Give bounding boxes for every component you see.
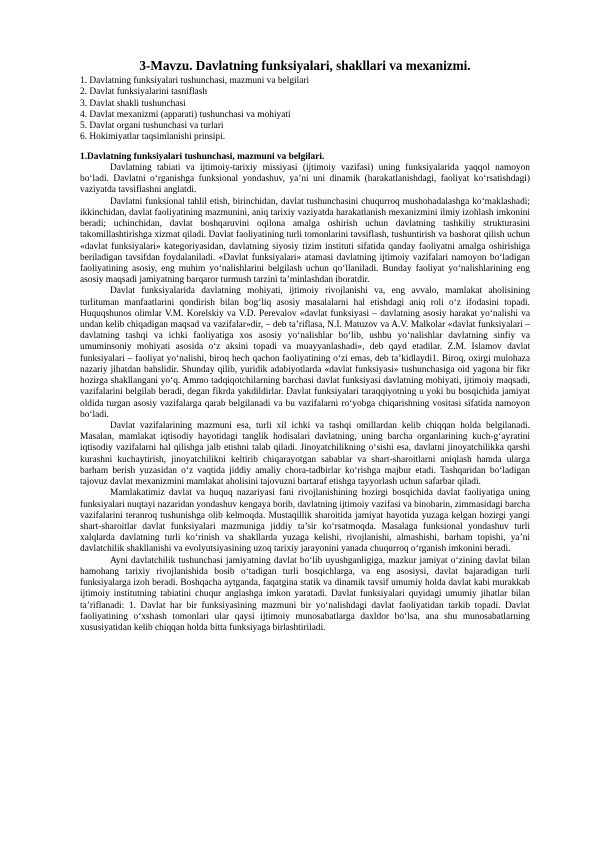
body-paragraph: Ayni davlatchilik tushunchasi jamiyatning davlat bo‘lib uyushganligiga, mazkur jamiyat o‘zining davlat bilan hamohang tarixiy rivojlanishida bosib o‘tadigan turli bosqichlarga, va eng asosiysi, davlat bajaradigan turli funksiyalarga izoh beradi. Boshqacha aytganda, faqatgina statik va dinamik tavsif umumiy holda davlat kabi murakkab ijtimoiy institutning tabiatini chuqur anglashga imkon yaratadi. Davlat funksiyalari quyidagi umumiy jihatlar bilan ta’riflanadi: 1. Davlat har bir funksiyasining mazmuni bir yo‘nalishdagi davlat faoliyatidan tarkib topadi. Davlat faoliyatining o‘xshash tomonlari ular qaysi ijtimoiy munosabatlarga daxldor bo‘lsa, ana shu munosabatlarning xususiyatidan kelib chiqqan holda bitta funksiyaga birlashtiriladi.: [80, 555, 530, 633]
outline-item: 1. Davlatning funksiyalari tushunchasi, mazmuni va belgilari: [80, 76, 310, 86]
outline-item: 3. Davlat shakli tushunchasi: [80, 98, 186, 109]
topic-outline-list: [80, 76, 530, 144]
body-paragraph: Davlatni funksional tahlil etish, birinchidan, davlat tushunchasini chuqurroq mushohadalashga ko‘maklashadi; ikkinchidan, davlat faoliyatining mazmunini, aniq tarixiy vaziyatda harakatlanish mexanizmini ilmiy izohlash imkonini beradi; uchinchidan, davlat boshqaruvini oqilona amalga oshirish uchun davlatning tashkiliy strukturasini takomillashtirishga xizmat qiladi. Davlat faoliyatining turli tomonlarini tavsiflash, tushuntirish va bashorat qilish uchun «davlat funksiyalari» kategoriyasidan, davlatning siyosiy tizim instituti sifatida qanday faoliyatni amalga oshirishiga beriladigan tavsifdan foydalaniladi. «Davlat funksiyalari» atamasi davlatning ijtimoiy vazifalari namoyon bo‘ladigan faoliyatining asosiy, eng muhim yo‘nalishlarini belgilash uchun qo‘llaniladi. Bunday faoliyat yo‘nalishlarining eng asosiy maqsadi jamiyatning barqaror turmush tarzini ta’minlashdan iboratdir.: [80, 196, 530, 286]
outline-item: 4. Davlat mexanizmi (apparati) tushunchasi va mohiyati: [80, 109, 291, 120]
document-page: [80, 58, 530, 634]
outline-item: 6. Hokimiyatlar taqsimlanishi prinsipi.: [80, 132, 226, 143]
body-paragraph: Davlat vazifalarining mazmuni esa, turli xil ichki va tashqi omillardan kelib chiqqan holda belgilanadi. Masalan, mamlakat iqtisodiy hayotidagi tanglik hodisalari davlatning, uning barcha organlarining kuch-g‘ayratini iqtisodiy vazifalarni hal qilishga jalb etishni talab qiladi. Jinoyatchilikning o‘sishi esa, davlatni jinoyatchilikka qarshi kurashni kuchaytirish, jinoyatchilikni keltirib chiqarayotgan sabablar va shart-sharoitlarni aniqlash hamda ularga barham berish yuzasidan o‘z vaqtida jiddiy amaliy chora-tadbirlar ko‘rishga majbur etadi. Tashqaridan bo‘ladigan tajovuz davlat mexanizmini mamlakat aholisini tajovuzni bartaraf etishga tayyorlash uchun safarbar qiladi.: [80, 421, 530, 488]
document-title: 3-Mavzu. Davlatning funksiyalari, shakllari va mexanizmi.: [139, 58, 471, 73]
outline-item: 2. Davlat funksiyalarini tasniflash: [80, 87, 208, 98]
section-heading: 1.Davlatning funksiyalari tushunchasi, mazmuni va belgilari.: [80, 151, 325, 162]
outline-item: 5. Davlat organi tushunchasi va turlari: [80, 121, 224, 132]
body-paragraph: Davlat funksiyalarida davlatning mohiyati, ijtimoiy rivojlanishi va, eng avvalo, mamlakat aholisining turlituman manfaatlarini qondirish bilan bog‘liq asosiy masalalarni hal etishdagi aniq roli o‘z ifodasini topadi. Huquqshunos olimlar V.M. Korelskiy va V.D. Perevalov «davlat funksiyasi – davlatning asosiy harakat yo‘nalishi va undan kelib chiqadigan maqsad va vazifalar»dir, – deb ta’riflasa, N.I. Matuzov va A.V. Malkolar «davlat funksiyalari – davlatning tashqi va ichki faoliyatiga xos asosiy yo‘nalishlar bo‘lib, ushbu yo‘nalishlar davlatning sinfiy va umuminsoniy mohiyati asosida o‘z aksini topadi va muayyanlashadi», deb qayd etadilar. Z.M. Islamov davlat funksiyalari – faoliyat yo‘nalishi, biroq hech qachon faoliyatining o‘zi emas, deb ta’kidlaydi1. Biroq, oxirgi mulohaza nazariy jihatdan bahslidir. Shunday qilib, yuridik adabiyotlarda «davlat funksiyasi» tushunchasiga oid yagona bir fikr hozirga shakllangani yo‘q. Ammo tadqiqotchilarning barchasi davlat funksiyasi davlatning mohiyati, ijtimoiy maqsadi, vazifalarini belgilab beradi, degan fikrda yakdildirlar. Davlat funksiyalari taraqqiyotning u yoki bu bosqichida jamiyat oldida turgan asosiy vazifalarga qarab belgilanadi va bu vazifalarni ro‘yobga chiqarishning vositasi sifatida namoyon bo‘ladi.: [80, 286, 530, 420]
body-paragraph: Mamlakatimiz davlat va huquq nazariyasi fani rivojlanishining hozirgi bosqichida davlat faoliyatiga uning funksiyalari nuqtayi nazaridan yondashuv kengaya borib, davlatning ijtimoiy vazifasi va binobarin, zimmasidagi barcha vazifalarini teranroq tushunishga olib kelmoqda. Mustaqillik sharoitida jamiyat hayotida yuzaga kelgan hozirgi yangi shart-sharoitlar davlat funksiyalari mazmuniga jiddiy ta’sir ko‘rsatmoqda. Masalaga funksional yondashuv turli xalqlarda davlatning turli ko‘rinish va shakllarda yuzaga kelishi, rivojlanishi, almashishi, barham topishi, ya’ni davlatchilik shakllanishi va evolyutsiyasining uzoq tarixiy jarayonini yanada chuqurroq o‘rganish imkonini beradi.: [80, 488, 530, 555]
body-paragraph: Davlatning tabiati va ijtimoiy-tarixiy missiyasi (ijtimoiy vazifasi) uning funksiyalarida yaqqol namoyon bo‘ladi. Davlatni o‘rganishga funksional yondashuv, ya’ni uni dinamik (harakatlanishdagi, faoliyat ko‘rsatishdagi) vaziyatda tavsiflashni anglatdi.: [80, 162, 530, 196]
